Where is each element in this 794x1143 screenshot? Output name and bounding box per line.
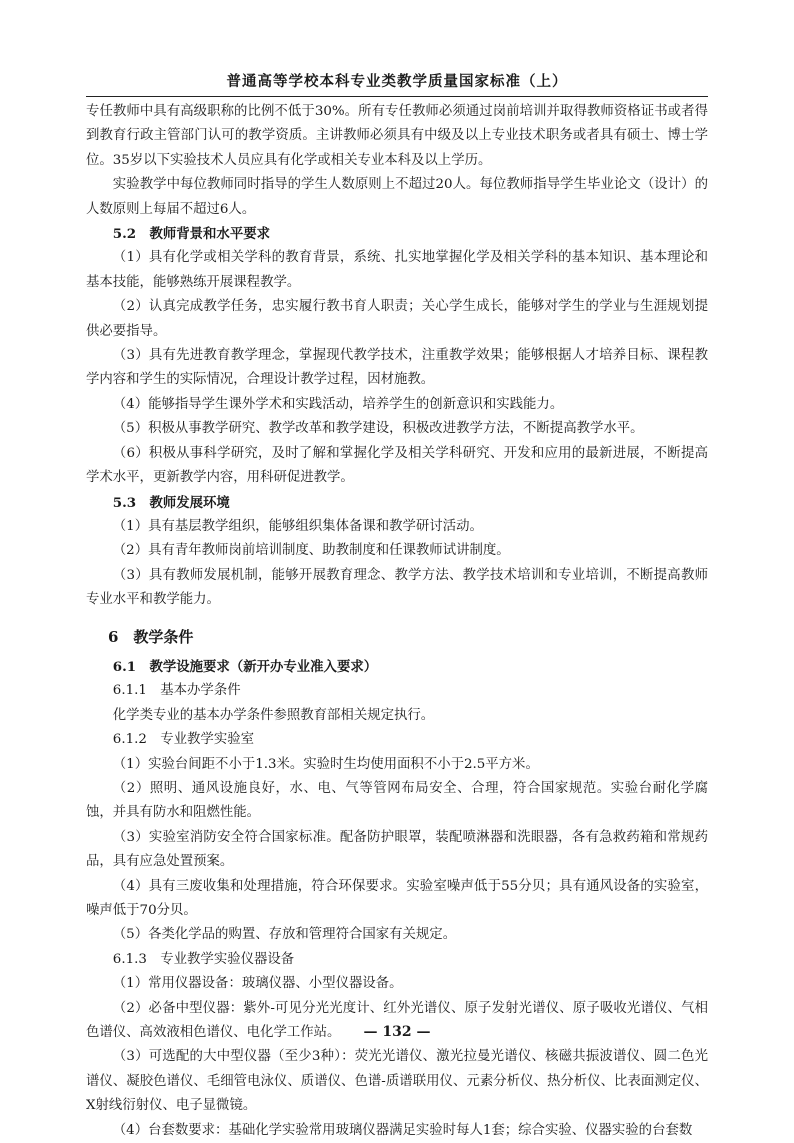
paragraph: 化学类专业的基本办学条件参照教育部相关规定执行。 — [112, 707, 435, 723]
list-item: （3）具有教师发展机制，能够开展教育理念、教学方法、教学技术培训和专业培训，不断提高教师专业水平和教学能力。 — [86, 567, 708, 608]
paragraph: 实验教学中每位教师同时指导的学生人数原则上不超过20人。每位教师指导学生毕业论文（设计）的人数原则上每届不超过6人。 — [86, 177, 708, 217]
list-item: （3）可选配的大中型仪器（至少3种）：荧光光谱仪、激光拉曼光谱仪、核磁共振波谱仪、圆二色光谱仪、凝胶色谱仪、毛细管电泳仪、质谱仪、色谱-质谱联用仪、元素分析仪、热分析仪、比表面测定仪、X射线衍射仪、电子显微镜。 — [86, 1049, 708, 1114]
list-item: （4）台套数要求：基础化学实验常用玻璃仪器满足实验时每人1套；综合实验、仪器实验的台套数 — [112, 1122, 693, 1138]
list-item: （4）具有三废收集和处理措施，符合环保要求。实验室噪声低于55分贝；具有通风设备的实验室，噪声低于70分贝。 — [86, 878, 708, 918]
list-item: （1）实验台间距不小于1.3米。实验时生均使用面积不小于2.5平方米。 — [112, 756, 539, 772]
list-item: （1）具有化学或相关学科的教育背景，系统、扎实地掌握化学及相关学科的基本知识、基本理论和基本技能，能够熟练开展课程教学。 — [86, 250, 708, 290]
list-item: （6）积极从事科学研究，及时了解和掌握化学及相关学科研究、开发和应用的最新进展，不断提高学术水平，更新教学内容，用科研促进教学。 — [86, 445, 708, 486]
list-item: （2）照明、通风设施良好，水、电、气等管网布局安全、合理，符合国家规范。实验台耐化学腐蚀，并具有防水和阻燃性能。 — [86, 780, 708, 821]
list-item: （4）能够指导学生课外学术和实践活动，培养学生的创新意识和实践能力。 — [112, 396, 564, 412]
section-heading-5-3: 5.3 教师发展环境 — [112, 494, 230, 511]
list-item: （2）具有青年教师岗前培训制度、助教制度和任课教师试讲制度。 — [112, 543, 510, 559]
header-divider — [86, 96, 708, 97]
paragraph: 专任教师中具有高级职称的比例不低于30%。所有专任教师必须通过岗前培训并取得教师资格证书或者得到教育行政主管部门认可的教学资质。主讲教师必须具有中级及以上专业技术职务或者具有硕士、博士学位。35岁以下实验技术人员应具有化学或相关专业本科及以上学历。 — [86, 104, 708, 168]
list-item: （1）常用仪器设备：玻璃仪器、小型仪器设备。 — [112, 976, 403, 992]
section-heading-6-1: 6.1 教学设施要求（新开办专业准入要求） — [112, 658, 378, 675]
page-body — [86, 100, 708, 1143]
list-item: （3）具有先进教育教学理念，掌握现代教学技术，注重教学效果；能够根据人才培养目标、课程教学内容和学生的实际情况，合理设计教学过程，因材施教。 — [86, 348, 708, 388]
list-item: （2）必备中型仪器：紫外-可见分光光度计、红外光谱仪、原子发射光谱仪、原子吸收光谱仪、气相色谱仪、高效液相色谱仪、电化学工作站。 — [86, 1000, 708, 1041]
page-number: — 132 — — [363, 1024, 431, 1040]
chapter-heading-6: 6 教学条件 — [108, 627, 194, 646]
list-item: （1）具有基层教学组织，能够组织集体备课和教学研讨活动。 — [112, 518, 483, 534]
page-header: 普通高等学校本科专业类教学质量国家标准（上） — [226, 73, 568, 90]
list-item: （2）认真完成教学任务，忠实履行教书育人职责；关心学生成长，能够对学生的学业与生涯规划提供必要指导。 — [86, 299, 708, 339]
section-heading-5-2: 5.2 教师背景和水平要求 — [112, 226, 270, 243]
list-item: （5）各类化学品的购置、存放和管理符合国家有关规定。 — [112, 927, 457, 943]
list-item: （5）积极从事教学研究、教学改革和教学建设，积极改进教学方法，不断提高教学水平。 — [112, 421, 644, 437]
subsection-heading-6-1-2: 6.1.2 专业教学实验室 — [112, 732, 254, 748]
subsection-heading-6-1-3: 6.1.3 专业教学实验仪器设备 — [112, 951, 295, 967]
subsection-heading-6-1-1: 6.1.1 基本办学条件 — [112, 683, 241, 699]
list-item: （3）实验室消防安全符合国家标准。配备防护眼罩，装配喷淋器和洗眼器，各有急救药箱和常规药品，具有应急处置预案。 — [86, 829, 708, 870]
